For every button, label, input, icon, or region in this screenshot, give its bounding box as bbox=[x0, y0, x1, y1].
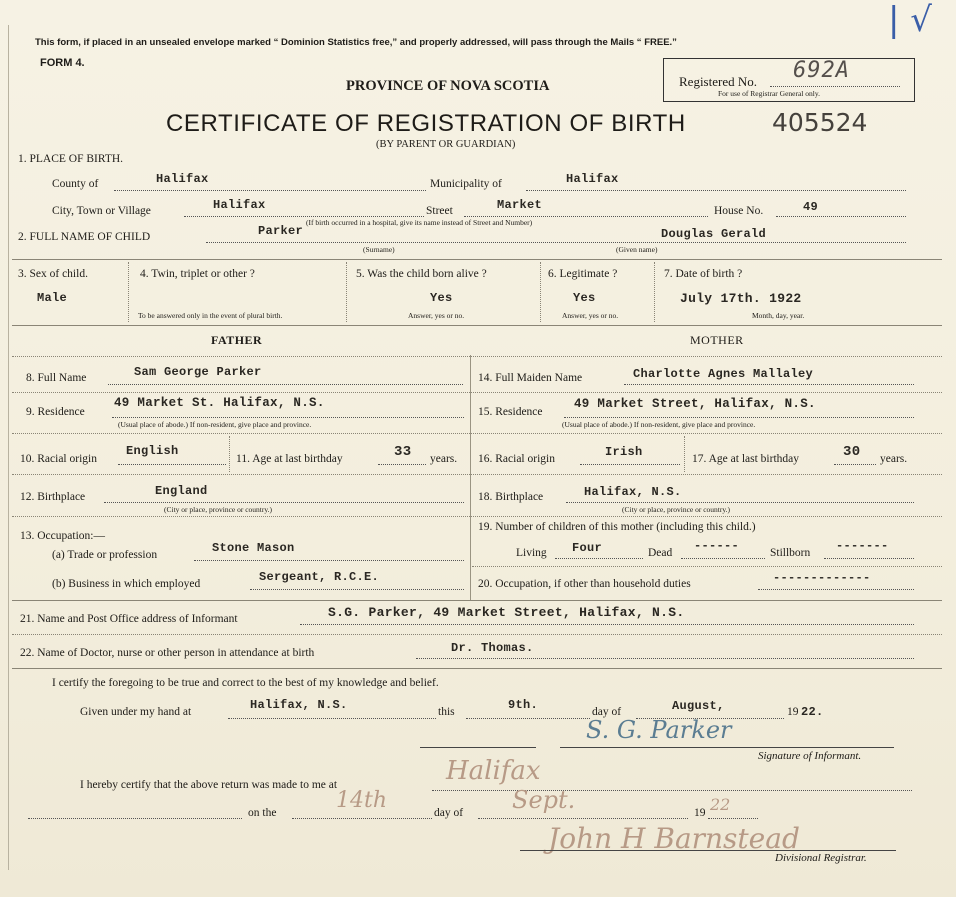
father-residence-value: 49 Market St. Halifax, N.S. bbox=[114, 396, 325, 410]
business-label: (b) Business in which employed bbox=[52, 578, 201, 590]
registrar-place-value: Halifax bbox=[446, 756, 541, 786]
mother-age-label: 17. Age at last birthday bbox=[692, 453, 799, 465]
form-number: FORM 4. bbox=[40, 57, 85, 69]
registrar-day-of-label: day of bbox=[434, 807, 464, 819]
living-label: Living bbox=[516, 547, 547, 559]
place-heading: 1. PLACE OF BIRTH. bbox=[18, 153, 124, 165]
father-birthplace-note: (City or place, province or country.) bbox=[164, 505, 273, 514]
business-value: Sergeant, R.C.E. bbox=[259, 570, 380, 584]
corner-marks: | √ bbox=[888, 0, 932, 40]
registrar-year-prefix: 19 bbox=[694, 807, 706, 819]
father-age-label: 11. Age at last birthday bbox=[236, 453, 343, 465]
city-value: Halifax bbox=[213, 198, 266, 212]
mother-birthplace-label: 18. Birthplace bbox=[478, 491, 544, 503]
hospital-note: (If birth occurred in a hospital, give its name instead of Street and Number) bbox=[306, 218, 533, 227]
municipality-value: Halifax bbox=[566, 172, 619, 186]
registered-label: Registered No. bbox=[679, 74, 757, 89]
mother-race-value: Irish bbox=[605, 445, 643, 459]
municipality-label: Municipality of bbox=[430, 178, 502, 190]
informant-signature: S. G. Parker bbox=[586, 716, 732, 744]
legitimate-value: Yes bbox=[573, 291, 596, 305]
registered-value: 692A bbox=[793, 58, 850, 83]
this-label: this bbox=[438, 706, 455, 718]
birth-date-note: Month, day, year. bbox=[752, 311, 805, 320]
registrar-signature: John H Barnstead bbox=[548, 822, 800, 855]
given-under-label: Given under my hand at bbox=[80, 706, 192, 718]
registrar-label: Divisional Registrar. bbox=[775, 852, 867, 864]
father-years-label: years. bbox=[430, 453, 458, 465]
father-name-label: 8. Full Name bbox=[26, 372, 87, 384]
sex-value: Male bbox=[37, 291, 68, 305]
certificate-title: CERTIFICATE OF REGISTRATION OF BIRTH bbox=[166, 110, 686, 137]
on-the-label: on the bbox=[248, 807, 277, 819]
trade-value: Stone Mason bbox=[212, 541, 295, 555]
mother-occupation-value: ------------- bbox=[773, 571, 871, 585]
mother-residence-value: 49 Market Street, Halifax, N.S. bbox=[574, 397, 816, 411]
child-given-name: Douglas Gerald bbox=[661, 227, 767, 241]
twin-note: To be answered only in the event of plural birth. bbox=[138, 311, 283, 320]
sex-label: 3. Sex of child. bbox=[18, 268, 88, 280]
province-heading: PROVINCE OF NOVA SCOTIA bbox=[346, 78, 550, 94]
stillborn-label: Stillborn bbox=[770, 547, 811, 559]
certificate-subtitle: (BY PARENT OR GUARDIAN) bbox=[376, 139, 516, 150]
given-name-note: (Given name) bbox=[616, 245, 658, 254]
county-label: County of bbox=[52, 178, 99, 190]
mother-occupation-label: 20. Occupation, if other than household duties bbox=[478, 578, 691, 590]
county-value: Halifax bbox=[156, 172, 209, 186]
occupation-label: 13. Occupation:— bbox=[20, 530, 105, 542]
father-race-label: 10. Racial origin bbox=[20, 453, 97, 465]
father-birthplace-value: England bbox=[155, 484, 208, 498]
surname-note: (Surname) bbox=[363, 245, 395, 254]
mother-residence-note: (Usual place of abode.) If non-resident, give place and province. bbox=[562, 420, 756, 429]
mother-birthplace-value: Halifax, N.S. bbox=[584, 485, 682, 499]
mother-heading: MOTHER bbox=[690, 333, 744, 347]
mother-name-value: Charlotte Agnes Mallaley bbox=[633, 367, 814, 381]
legitimate-note: Answer, yes or no. bbox=[562, 311, 619, 320]
given-year-value: 22. bbox=[801, 705, 824, 719]
street-value: Market bbox=[497, 198, 543, 212]
mother-race-label: 16. Racial origin bbox=[478, 453, 555, 465]
given-year-prefix: 19 bbox=[787, 706, 799, 718]
given-day-value: 9th. bbox=[508, 698, 539, 712]
father-name-value: Sam George Parker bbox=[134, 365, 262, 379]
child-name-label: 2. FULL NAME OF CHILD bbox=[18, 231, 151, 243]
father-race-value: English bbox=[126, 444, 179, 458]
house-value: 49 bbox=[803, 200, 819, 214]
informant-label: 21. Name and Post Office address of Informant bbox=[20, 613, 238, 625]
registered-note: For use of Registrar General only. bbox=[718, 89, 820, 98]
given-month-value: August, bbox=[672, 699, 725, 713]
father-age-value: 33 bbox=[394, 444, 412, 460]
mother-birthplace-note: (City or place, province or country.) bbox=[622, 505, 731, 514]
house-label: House No. bbox=[714, 205, 764, 217]
dead-label: Dead bbox=[648, 547, 673, 559]
registrar-statement: I hereby certify that the above return was made to me at bbox=[80, 779, 338, 791]
children-label: 19. Number of children of this mother (including this child.) bbox=[478, 521, 756, 533]
left-margin-rule bbox=[8, 25, 9, 870]
informant-value: S.G. Parker, 49 Market Street, Halifax, N.S. bbox=[328, 605, 685, 620]
given-place-value: Halifax, N.S. bbox=[250, 698, 348, 712]
mother-name-label: 14. Full Maiden Name bbox=[478, 372, 583, 384]
street-label: Street bbox=[426, 205, 453, 217]
given-day-of-label: day of bbox=[592, 706, 622, 718]
mother-years-label: years. bbox=[880, 453, 908, 465]
certify-statement: I certify the foregoing to be true and correct to the best of my knowledge and belief. bbox=[52, 677, 439, 689]
child-surname: Parker bbox=[258, 224, 304, 238]
living-value: Four bbox=[572, 541, 603, 555]
city-label: City, Town or Village bbox=[52, 205, 151, 217]
mother-age-value: 30 bbox=[843, 444, 861, 460]
birth-date-label: 7. Date of birth ? bbox=[664, 268, 743, 280]
informant-signature-label: Signature of Informant. bbox=[758, 750, 862, 762]
mother-residence-label: 15. Residence bbox=[478, 406, 543, 418]
father-residence-label: 9. Residence bbox=[26, 406, 85, 418]
twin-label: 4. Twin, triplet or other ? bbox=[140, 268, 255, 280]
alive-label: 5. Was the child born alive ? bbox=[356, 268, 487, 280]
trade-label: (a) Trade or profession bbox=[52, 549, 158, 561]
doctor-label: 22. Name of Doctor, nurse or other person in attendance at birth bbox=[20, 647, 315, 659]
certificate-number: 405524 bbox=[772, 108, 868, 137]
registrar-day-value: 14th bbox=[336, 788, 388, 813]
stillborn-value: ------- bbox=[836, 539, 889, 553]
dead-value: ------ bbox=[694, 539, 740, 553]
birth-date-value: July 17th. 1922 bbox=[680, 291, 802, 306]
registrar-year-value: 22 bbox=[710, 795, 731, 814]
registrar-month-value: Sept. bbox=[512, 786, 576, 814]
father-residence-note: (Usual place of abode.) If non-resident, give place and province. bbox=[118, 420, 312, 429]
doctor-value: Dr. Thomas. bbox=[451, 641, 534, 655]
alive-note: Answer, yes or no. bbox=[408, 311, 465, 320]
father-birthplace-label: 12. Birthplace bbox=[20, 491, 86, 503]
alive-value: Yes bbox=[430, 291, 453, 305]
mailing-notice: This form, if placed in an unsealed envelope marked “ Dominion Statistics free,” and properly addressed, will pass through the Mails “ FREE.” bbox=[35, 37, 677, 48]
legitimate-label: 6. Legitimate ? bbox=[548, 268, 618, 280]
father-heading: FATHER bbox=[211, 333, 263, 347]
